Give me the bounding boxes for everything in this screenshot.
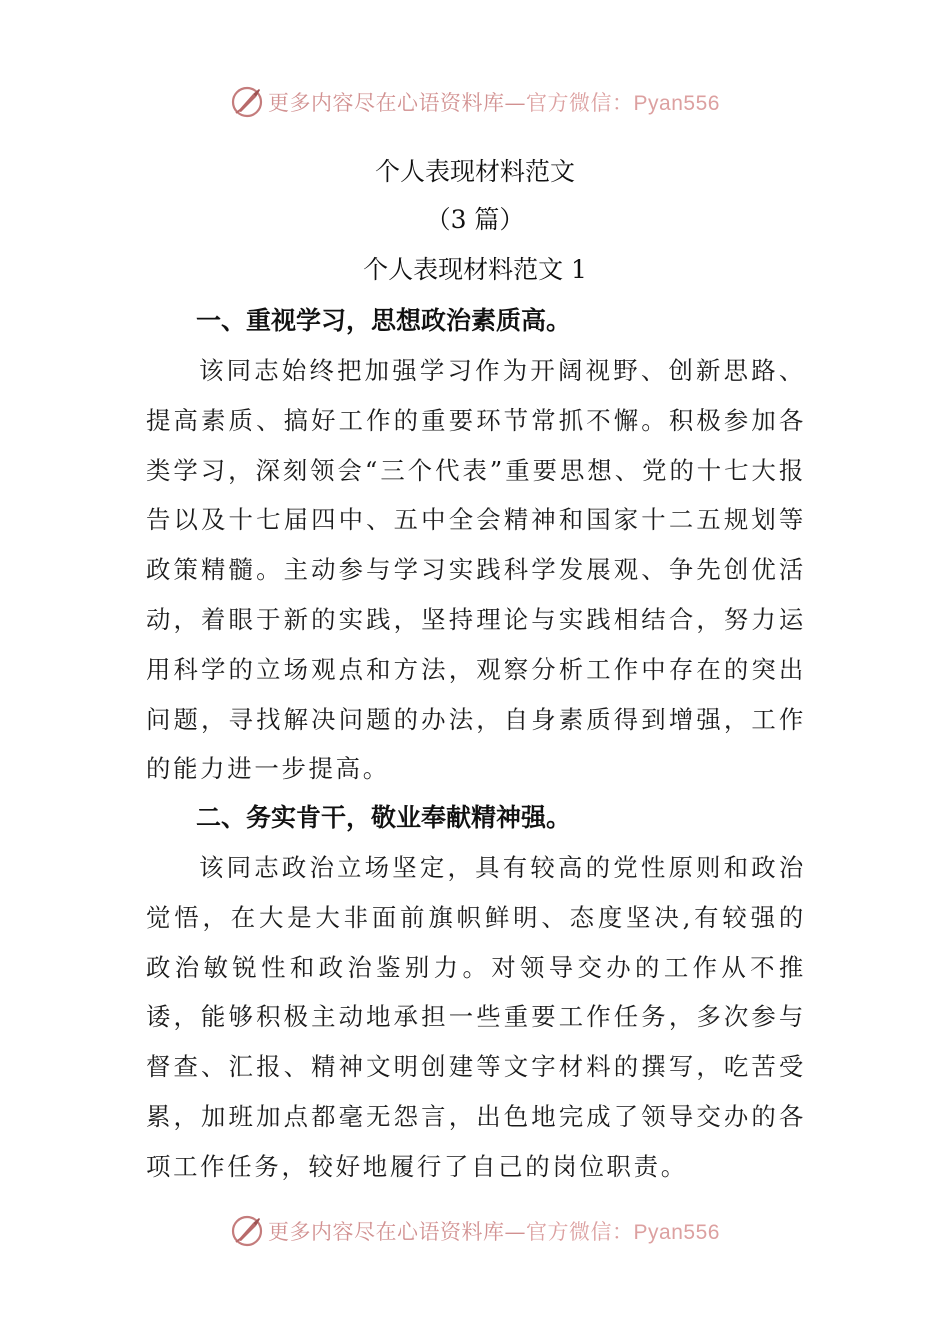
watermark-wechat-id: Pyan556 (633, 92, 720, 115)
section-1-body: 该同志始终把加强学习作为开阔视野、创新思路、提高素质、搞好工作的重要环节常抓不懈。积极参加各类学习，深刻领会“三个代表”重要思想、党的十七大报告以及十七届四中、五中全会精神和国家十二五规划等政策精髓。主动参与学习实践科学发展观、争先创优活动，着眼于新的实践，坚持理论与实践相结合，努力运用科学的立场观点和方法，观察分析工作中存在的突出问题，寻找解决问题的办法，自身素质得到增强，工作的能力进一步提高。 (146, 356, 806, 784)
watermark-site: 更多内容尽在心语资料库— (268, 1220, 527, 1244)
section-1-heading: 一、重视学习，思想政治素质高。 (196, 306, 572, 335)
quill-pen-logo-icon (230, 1214, 264, 1248)
watermark-text (268, 87, 720, 117)
watermark-site: 更多内容尽在心语资料库— (268, 91, 527, 115)
watermark-wechat-label: 官方微信： (526, 91, 634, 115)
watermark-text (268, 1216, 720, 1246)
section-2-heading: 二、务实肯干，敬业奉献精神强。 (196, 803, 572, 832)
footer-watermark (0, 1209, 950, 1253)
header-watermark (0, 80, 950, 124)
article-title: 个人表现材料范文 1 (363, 255, 587, 284)
section-2-body: 该同志政治立场坚定，具有较高的党性原则和政治觉悟，在大是大非面前旗帜鲜明、态度坚决,有较强的政治敏锐性和政治鉴别力。对领导交办的工作从不推诿，能够积极主动地承担一些重要工作任务，多次参与督查、汇报、精神文明创建等文字材料的撰写，吃苦受累，加班加点都毫无怨言，出色地完成了领导交办的各项工作任务，较好地履行了自己的岗位职责。 (146, 853, 806, 1181)
quill-pen-logo-icon (230, 85, 264, 119)
document-subtitle: （3 篇） (425, 205, 525, 234)
watermark-wechat-id: Pyan556 (633, 1221, 720, 1244)
watermark-wechat-label: 官方微信： (526, 1220, 634, 1244)
document-title: 个人表现材料范文 (374, 157, 575, 186)
